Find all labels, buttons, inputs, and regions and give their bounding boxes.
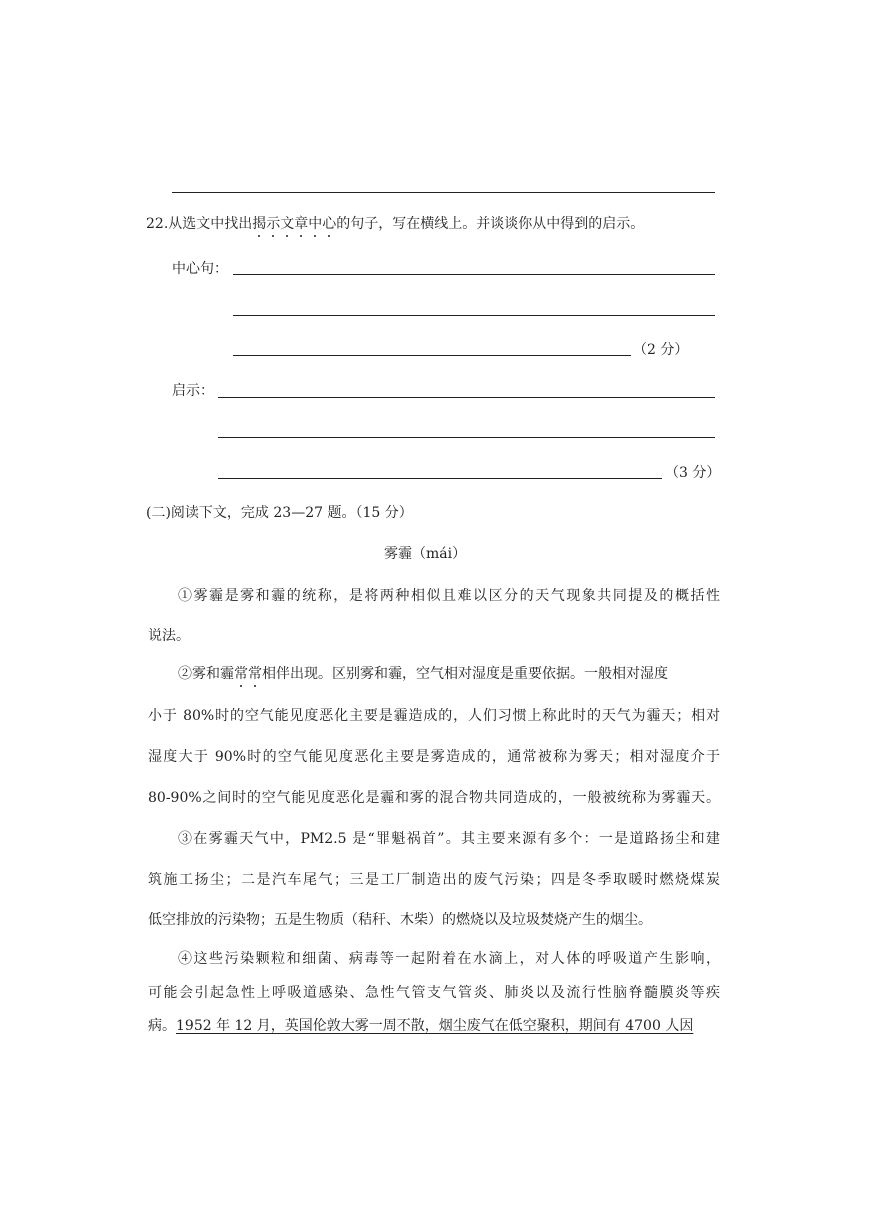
- paragraph-2-line-2: 小于 80%时的空气能见度恶化主要是霾造成的，人们习惯上称此时的天气为霾天；相对: [148, 708, 720, 724]
- paragraph-2-line-3: 湿度大于 90%时的空气能见度恶化主要是雾造成的，通常被称为雾天；相对湿度介于: [148, 749, 720, 765]
- paragraph-4-line-1: ④这些污染颗粒和细菌、病毒等一起附着在水滴上，对人体的呼吸道产生影响，: [178, 951, 720, 967]
- emphasis-char: 心: [322, 216, 337, 232]
- paragraph-3-line-3: 低空排放的污染物；五是生物质（秸秆、木柴）的燃烧以及垃圾焚烧产生的烟尘。: [148, 912, 652, 928]
- insight-score: （3 分）: [665, 465, 721, 481]
- paragraph-2-line-4: 80-90%之间时的空气能见度恶化是霾和雾的混合物共同造成的，一般被统称为雾霾天。: [148, 790, 720, 806]
- insight-line-1[interactable]: [218, 397, 715, 398]
- emphasis-char: 常: [234, 666, 248, 682]
- center-sentence-line-3[interactable]: [233, 355, 631, 356]
- paragraph-3-line-2: 筑施工扬尘；二是汽车尾气；三是工厂制造出的废气污染；四是冬季取暖时燃烧煤炭: [148, 872, 720, 888]
- insight-line-2[interactable]: [218, 437, 715, 438]
- insight-line-3[interactable]: [218, 478, 662, 479]
- center-sentence-label: 中心句：: [172, 261, 228, 277]
- center-sentence-line-2[interactable]: [233, 315, 715, 316]
- center-sentence-line-1[interactable]: [233, 274, 715, 275]
- article-title: 雾霾（mái）: [384, 546, 467, 562]
- emphasis-char: 章: [294, 216, 309, 232]
- paragraph-2-line-1: ②雾和霾常常相伴出现。区别雾和霾，空气相对湿度是重要依据。一般相对湿度: [178, 666, 668, 682]
- paragraph-1-line-2: 说法。: [148, 628, 190, 644]
- emphasis-char: 常: [248, 666, 262, 682]
- underlined-passage: 1952 年 12 月，英国伦敦大雾一周不散，烟尘废气在低空聚积，期间有 4700 人因: [176, 1018, 694, 1034]
- answer-line-top: [172, 192, 715, 193]
- center-sentence-score: （2 分）: [633, 342, 689, 358]
- paragraph-4-line-3: 病。1952 年 12 月，英国伦敦大雾一周不散，烟尘废气在低空聚积，期间有 4700 人因: [148, 1018, 694, 1034]
- emphasis-char: 示: [266, 216, 281, 232]
- insight-label: 启示：: [172, 383, 214, 399]
- emphasis-char: 文: [280, 216, 295, 232]
- paragraph-4-line-2: 可能会引起急性上呼吸道感染、急性气管支气管炎、肺炎以及流行性脑脊髓膜炎等疾: [148, 985, 720, 1001]
- paragraph-1-line-1: ①雾霾是雾和霾的统称，是将两种相似且难以区分的天气现象共同提及的概括性: [178, 588, 720, 604]
- emphasis-char: 中: [308, 216, 323, 232]
- paragraph-3-line-1: ③在雾霾天气中，PM2.5 是“罪魁祸首”。其主要来源有多个：一是道路扬尘和建: [178, 831, 720, 847]
- question-22-suffix: 的句子，写在横线上。并谈谈你从中得到的启示。: [336, 216, 645, 232]
- section-heading: (二)阅读下文，完成 23—27 题。（15 分）: [146, 505, 413, 521]
- emphasis-char: 揭: [252, 216, 267, 232]
- question-22: [146, 214, 644, 234]
- question-22-prefix: 22.从选文中找出: [146, 216, 253, 232]
